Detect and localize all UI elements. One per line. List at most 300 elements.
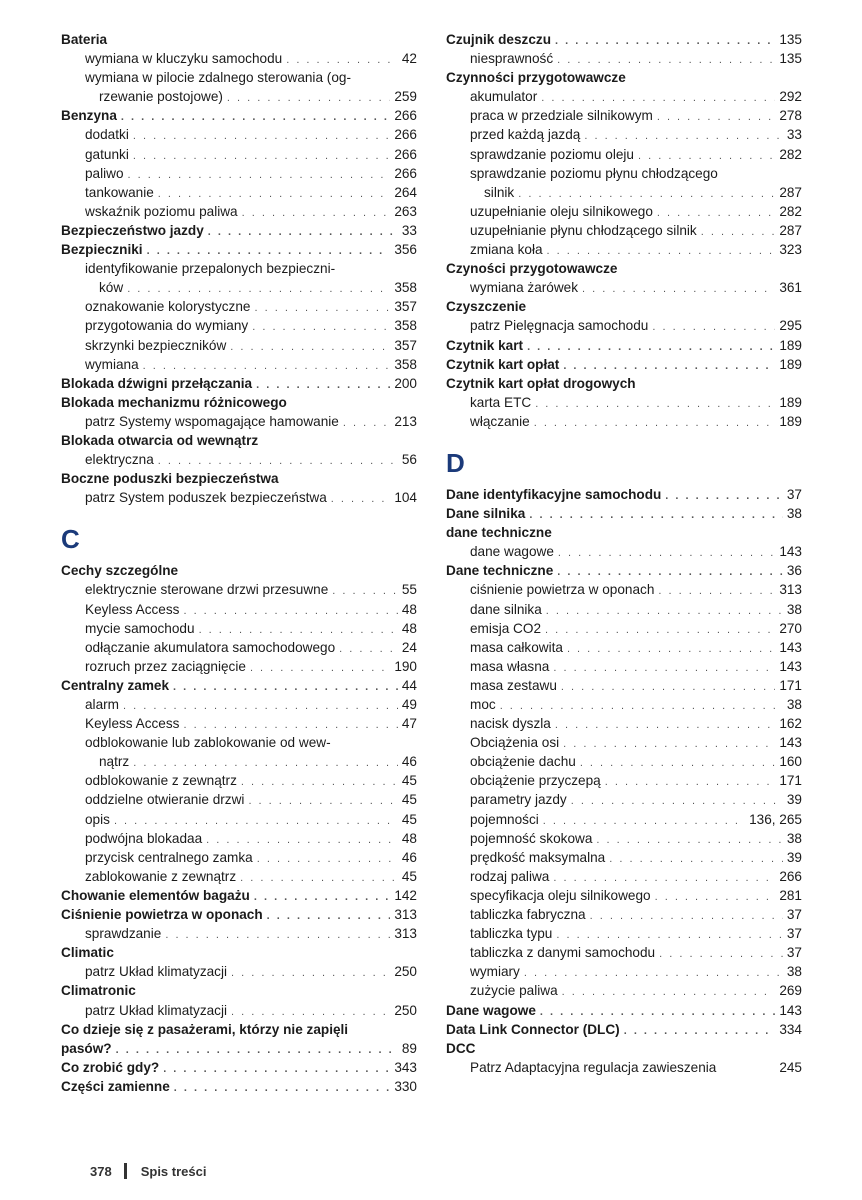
index-column-right [446,30,802,1077]
entry-text: Keyless Access [85,716,180,732]
entry-text: Bezpieczniki [61,242,143,258]
dot-leader [655,888,776,907]
entry-text: przygotowania do wymiany [85,318,249,334]
index-heading[interactable] [61,221,417,240]
dot-leader [529,506,783,525]
entry-text: gatunki [85,146,129,162]
page-reference[interactable]: 264 [394,184,417,200]
index-heading[interactable] [61,561,417,580]
page-reference[interactable]: 135 [779,32,802,47]
page-reference[interactable]: 45 [401,773,417,789]
entry-text: podwójna blokadaa [85,830,203,846]
page-reference[interactable]: 358 [394,356,417,372]
page-reference[interactable]: 189 [779,413,802,429]
index-subentry[interactable] [61,49,417,68]
index-subentry[interactable] [61,829,417,848]
dot-leader [252,318,390,337]
page-reference[interactable]: 45 [401,868,417,884]
index-subentry[interactable] [446,752,802,771]
index-subentry[interactable] [61,790,417,809]
page-reference[interactable]: 143 [779,735,802,751]
dot-leader [208,223,398,242]
index-heading[interactable] [446,355,802,374]
page-reference[interactable]: 36 [786,563,802,579]
index-subentry[interactable] [61,695,417,714]
page-reference[interactable]: 171 [779,677,802,693]
index-subentry[interactable] [446,49,802,68]
dot-leader [267,907,391,926]
dot-leader [609,850,783,869]
index-subentry[interactable] [446,943,802,962]
dot-leader [254,888,390,907]
index-heading[interactable] [446,374,802,393]
entry-text: Benzyna [61,108,117,124]
entry-text: karta ETC [470,394,532,410]
entry-text: moc [470,697,496,712]
entry-text: Czytnik kart opłat [446,356,560,372]
page-reference[interactable]: 343 [394,1059,417,1075]
index-heading[interactable] [446,259,802,278]
index-subentry[interactable] [446,829,802,848]
page-reference[interactable]: 142 [394,887,417,903]
index-subentry[interactable] [61,125,417,144]
entry-text: masa własna [470,658,550,674]
index-heading[interactable] [61,676,417,695]
dot-leader [562,983,776,1002]
entry-text: oddzielne otwieranie drzwi [85,792,245,808]
index-heading[interactable] [61,431,417,450]
entry-text: Co zrobić gdy? [61,1059,160,1075]
page-reference[interactable]: 37 [786,907,802,923]
index-heading[interactable] [446,1001,802,1020]
page-reference[interactable]: 48 [401,620,417,636]
index-subentry[interactable] [446,145,802,164]
entry-text: sprawdzanie poziomu oleju [470,146,634,162]
index-heading[interactable] [61,30,417,49]
index-subentry[interactable] [61,412,417,431]
index-subentry[interactable] [446,733,802,752]
entry-text: specyfikacja oleju silnikowego [470,887,651,903]
page-reference[interactable]: 33 [786,127,802,143]
page-reference[interactable]: 48 [401,601,417,617]
page-reference[interactable]: 44 [401,677,417,693]
dot-leader [257,850,398,869]
entry-text: mycie samochodu [85,620,195,636]
entry-text: Blokada mechanizmu różnicowego [61,394,287,410]
entry-text: przycisk centralnego zamka [85,849,253,865]
entry-text: obciążenie dachu [470,754,576,770]
index-subentry[interactable] [446,164,802,183]
entry-text: Czujnik deszczu [446,32,551,47]
entry-text: tankowanie [85,184,154,200]
index-subentry[interactable] [446,714,802,733]
page-reference[interactable]: 313 [394,926,417,942]
page-reference[interactable]: 292 [779,89,802,105]
index-subentry[interactable] [61,657,417,676]
page-reference[interactable]: 39 [786,849,802,865]
index-subentry[interactable] [61,297,417,316]
index-subentry[interactable] [61,848,417,867]
page-reference[interactable]: 361 [779,280,802,296]
index-heading[interactable] [446,504,802,523]
page-reference[interactable]: 38 [786,601,802,617]
page-reference[interactable]: 160 [779,754,802,770]
index-heading[interactable] [61,1077,417,1096]
index-subentry[interactable] [446,125,802,144]
entry-text: patrz Układ klimatyzacji [85,964,228,980]
entry-text: dane techniczne [446,525,552,541]
dot-leader [332,582,398,601]
entry-text: Dane silnika [446,506,526,522]
page-reference[interactable]: 33 [401,222,417,238]
page-reference[interactable]: 45 [401,792,417,808]
page-reference[interactable]: 323 [779,242,802,258]
page-reference[interactable]: 245 [779,1059,802,1075]
index-subentry[interactable] [61,962,417,981]
index-subentry[interactable] [446,87,802,106]
index-heading[interactable] [61,393,417,412]
index-heading[interactable] [446,485,802,504]
page-reference[interactable]: 189 [779,356,802,372]
index-subentry[interactable] [446,106,802,125]
index-subentry[interactable] [61,600,417,619]
entry-text: zablokowanie z zewnątrz [85,868,237,884]
page-reference[interactable]: 266 [394,165,417,181]
page-reference[interactable]: 135 [779,51,802,67]
index-subentry[interactable] [446,905,802,924]
dot-leader [657,108,775,127]
index-heading[interactable] [446,561,802,580]
page-reference[interactable]: 189 [779,394,802,410]
dot-leader [527,338,775,357]
entry-text: Dane wagowe [446,1002,536,1018]
entry-text: obciążenie przyczepą [470,773,601,789]
page-reference[interactable]: 266 [394,146,417,162]
entry-text: ciśnienie powietrza w oponach [470,582,655,598]
page-reference[interactable]: 143 [779,1002,802,1018]
index-subentry[interactable] [446,202,802,221]
index-subentry[interactable] [61,924,417,943]
index-subentry[interactable] [446,542,802,561]
page-reference[interactable]: 143 [779,544,802,560]
page-reference[interactable]: 334 [779,1021,802,1037]
entry-text: przed każdą jazdą [470,127,581,143]
entry-text: opis [85,811,110,827]
entry-text: uzupełnianie płynu chłodzącego silnik [470,222,697,238]
index-subentry[interactable] [446,676,802,695]
index-subentry[interactable] [446,810,802,829]
entry-text: wymiary [470,964,520,980]
index-subentry[interactable] [446,619,802,638]
index-subentry[interactable] [61,771,417,790]
index-subentry[interactable] [61,316,417,335]
entry-text: Czytnik kart opłat drogowych [446,375,636,391]
index-subentry[interactable] [446,393,802,412]
index-subentry[interactable] [446,924,802,943]
page-reference[interactable]: 47 [401,716,417,732]
page-reference[interactable]: 42 [401,51,417,67]
dot-leader [563,735,775,754]
entry-text: patrz Pielęgnacja samochodu [470,318,649,334]
page-reference[interactable]: 330 [394,1078,417,1094]
index-subentry[interactable] [446,1058,802,1077]
index-subentry[interactable] [446,886,802,905]
entry-text: Czynności przygotowawcze [446,70,626,86]
dot-leader [240,869,398,888]
page-reference[interactable]: 56 [401,452,417,468]
entry-text: wymiana [85,356,139,372]
index-subentry[interactable] [446,638,802,657]
page-reference[interactable]: 287 [779,222,802,238]
page-reference[interactable]: 38 [786,506,802,522]
entry-text: ków [99,280,124,296]
entry-text: Centralny zamek [61,677,170,693]
entry-text: włączanie [470,413,530,429]
index-heading[interactable] [446,297,802,316]
page-reference[interactable]: 37 [786,926,802,942]
page-reference[interactable]: 266 [779,868,802,884]
index-subentry[interactable] [61,867,417,886]
entry-text: rzewanie postojowe) [99,89,223,105]
entry-text: paliwo [85,165,124,181]
page-reference[interactable]: 266 [394,108,417,124]
entry-text: zmiana koła [470,242,543,258]
footer-divider [124,1163,127,1179]
index-subentry[interactable] [61,619,417,638]
page-reference[interactable]: 287 [779,184,802,200]
dot-leader [605,773,776,792]
page-reference[interactable]: 143 [779,658,802,674]
index-subentry[interactable] [61,145,417,164]
dot-leader [173,678,398,697]
entry-text: Czyności przygotowawcze [446,261,618,277]
index-subentry[interactable] [446,962,802,981]
page-reference[interactable]: 278 [779,108,802,124]
page-reference[interactable]: 46 [401,849,417,865]
dot-leader [183,602,397,621]
index-subentry[interactable] [446,580,802,599]
index-heading[interactable] [446,336,802,355]
page-reference[interactable]: 357 [394,337,417,353]
index-subentry[interactable] [61,810,417,829]
dot-leader [535,395,775,414]
entry-text: Bezpieczeństwo jazdy [61,222,204,238]
entry-text: Data Link Connector (DLC) [446,1021,620,1037]
index-heading[interactable] [446,30,802,49]
entry-text: Blokada dźwigni przełączania [61,375,253,391]
page-reference[interactable]: 45 [401,811,417,827]
index-heading[interactable] [61,1058,417,1077]
dot-leader [248,792,397,811]
page-reference[interactable]: 24 [401,639,417,655]
page-reference[interactable]: 259 [394,89,417,105]
entry-text: dane silnika [470,601,542,617]
index-subentry[interactable] [61,450,417,469]
entry-text: wskaźnik poziomu paliwa [85,203,238,219]
page-reference[interactable]: 282 [779,203,802,219]
index-subentry[interactable] [61,638,417,657]
index-heading[interactable] [61,886,417,905]
dot-leader [343,414,390,433]
entry-text: wymiana w kluczyku samochodu [85,51,283,67]
index-heading[interactable] [61,905,417,924]
index-heading[interactable] [61,374,417,393]
dot-leader [701,223,776,242]
dot-leader [174,1079,391,1098]
index-subentry[interactable] [61,202,417,221]
index-subentry[interactable] [61,68,417,87]
index-subentry[interactable] [446,412,802,431]
page-number: 378 [90,1163,112,1179]
page-reference[interactable]: 38 [786,697,802,712]
index-heading[interactable] [61,981,417,1000]
index-heading[interactable] [446,68,802,87]
index-subentry[interactable] [61,259,417,278]
entry-text: niesprawność [470,51,554,67]
page-reference[interactable]: 104 [394,490,417,506]
index-subentry[interactable] [61,164,417,183]
index-heading[interactable] [61,943,417,962]
index-heading[interactable] [61,469,417,488]
entry-text: elektrycznie sterowane drzwi przesuwne [85,582,329,598]
entry-text: dane wagowe [470,544,554,560]
index-heading[interactable] [61,240,417,259]
page-reference[interactable]: 295 [779,318,802,334]
section-letter: D [446,447,465,478]
index-subentry-continuation[interactable] [446,183,802,202]
index-subentry[interactable] [61,183,417,202]
index-subentry[interactable] [446,221,802,240]
index-subentry[interactable] [61,580,417,599]
page-reference[interactable]: 37 [786,486,802,502]
entry-text: Cechy szczególne [61,563,179,579]
index-subentry[interactable] [446,316,802,335]
dot-leader [524,964,783,983]
page-reference[interactable]: 89 [401,1040,417,1056]
entry-text: pojemności [470,811,539,827]
page-reference[interactable]: 136, 265 [749,811,802,827]
page-reference[interactable]: 266 [394,127,417,143]
page-reference[interactable]: 313 [394,907,417,923]
entry-text: identyfikowanie przepalonych bezpieczni- [85,261,336,277]
page-reference[interactable]: 263 [394,203,417,219]
index-heading[interactable] [61,106,417,125]
dot-leader [250,659,390,678]
page-reference[interactable]: 46 [401,754,417,770]
index-heading[interactable] [61,1039,417,1058]
index-subentry[interactable] [61,488,417,507]
index-subentry[interactable] [446,981,802,1000]
page-reference[interactable]: 49 [401,697,417,712]
page-reference[interactable]: 171 [779,773,802,789]
page-reference[interactable]: 313 [779,582,802,598]
page-reference[interactable]: 48 [401,830,417,846]
index-subentry[interactable] [446,695,802,714]
page-reference[interactable]: 162 [779,716,802,732]
index-subentry[interactable] [446,657,802,676]
entry-text: emisja CO2 [470,620,542,636]
index-subentry[interactable] [61,714,417,733]
entry-text: rozruch przez zaciągnięcie [85,658,246,674]
entry-text: parametry jazdy [470,792,567,808]
index-subentry[interactable] [61,733,417,752]
section-title: Spis treści [140,1163,207,1179]
index-heading[interactable] [446,1020,802,1039]
page-reference[interactable]: 282 [779,146,802,162]
page-reference[interactable]: 55 [401,582,417,598]
dot-leader [555,32,775,51]
index-subentry[interactable] [446,278,802,297]
page-reference[interactable]: 269 [779,983,802,999]
page-reference[interactable]: 39 [786,792,802,808]
page-reference[interactable]: 270 [779,620,802,636]
page-footer [90,1163,206,1179]
entry-text: Co dzieje się z pasażerami, którzy nie zapięli [61,1021,349,1037]
entry-text: odblokowanie z zewnątrz [85,773,237,789]
page-reference[interactable]: 38 [786,964,802,980]
entry-text: sprawdzanie poziomu płynu chłodzącego [470,165,718,181]
page-reference[interactable]: 200 [394,375,417,391]
entry-text: Chowanie elementów bagażu [61,887,250,903]
dot-leader [665,487,783,506]
page-reference[interactable]: 250 [394,1002,417,1018]
index-heading[interactable] [61,1020,417,1039]
entry-text: nacisk dyszla [470,716,551,732]
dot-leader [558,544,775,563]
page-reference[interactable]: 190 [394,658,417,674]
entry-text: wymiana w pilocie zdalnego sterowania (og- [85,70,351,86]
page-reference[interactable]: 143 [779,639,802,655]
page-reference[interactable]: 281 [779,887,802,903]
page-reference[interactable]: 358 [394,318,417,334]
page-reference[interactable]: 213 [394,413,417,429]
page-reference[interactable]: 38 [786,830,802,846]
entry-text: Części zamienne [61,1078,170,1094]
page-reference[interactable]: 358 [394,280,417,296]
page-reference[interactable]: 357 [394,299,417,315]
dot-leader [128,166,391,185]
entry-text: skrzynki bezpieczników [85,337,227,353]
page-reference[interactable]: 356 [394,242,417,258]
index-heading[interactable] [446,523,802,542]
index-subentry-continuation[interactable] [61,752,417,771]
index-subentry[interactable] [446,600,802,619]
index-heading[interactable] [446,1039,802,1058]
page-reference[interactable]: 37 [786,945,802,961]
index-subentry-continuation[interactable] [61,87,417,106]
entry-text: oznakowanie kolorystyczne [85,299,251,315]
entry-text: Climatic [61,945,114,961]
entry-text: Dane techniczne [446,563,554,579]
index-subentry[interactable] [61,1001,417,1020]
page-reference[interactable]: 189 [779,337,802,353]
entry-text: masa całkowita [470,639,563,655]
section-letter: C [61,524,80,555]
index-subentry[interactable] [61,355,417,374]
entry-text: sprawdzanie [85,926,162,942]
index-subentry[interactable] [446,240,802,259]
index-subentry[interactable] [446,848,802,867]
entry-text: DCC [446,1040,476,1056]
index-subentry-continuation[interactable] [61,278,417,297]
index-subentry[interactable] [446,867,802,886]
index-subentry[interactable] [61,336,417,355]
index-subentry[interactable] [446,790,802,809]
dot-leader [254,299,390,318]
index-subentry[interactable] [446,771,802,790]
page-reference[interactable]: 250 [394,964,417,980]
dot-leader [121,108,390,127]
